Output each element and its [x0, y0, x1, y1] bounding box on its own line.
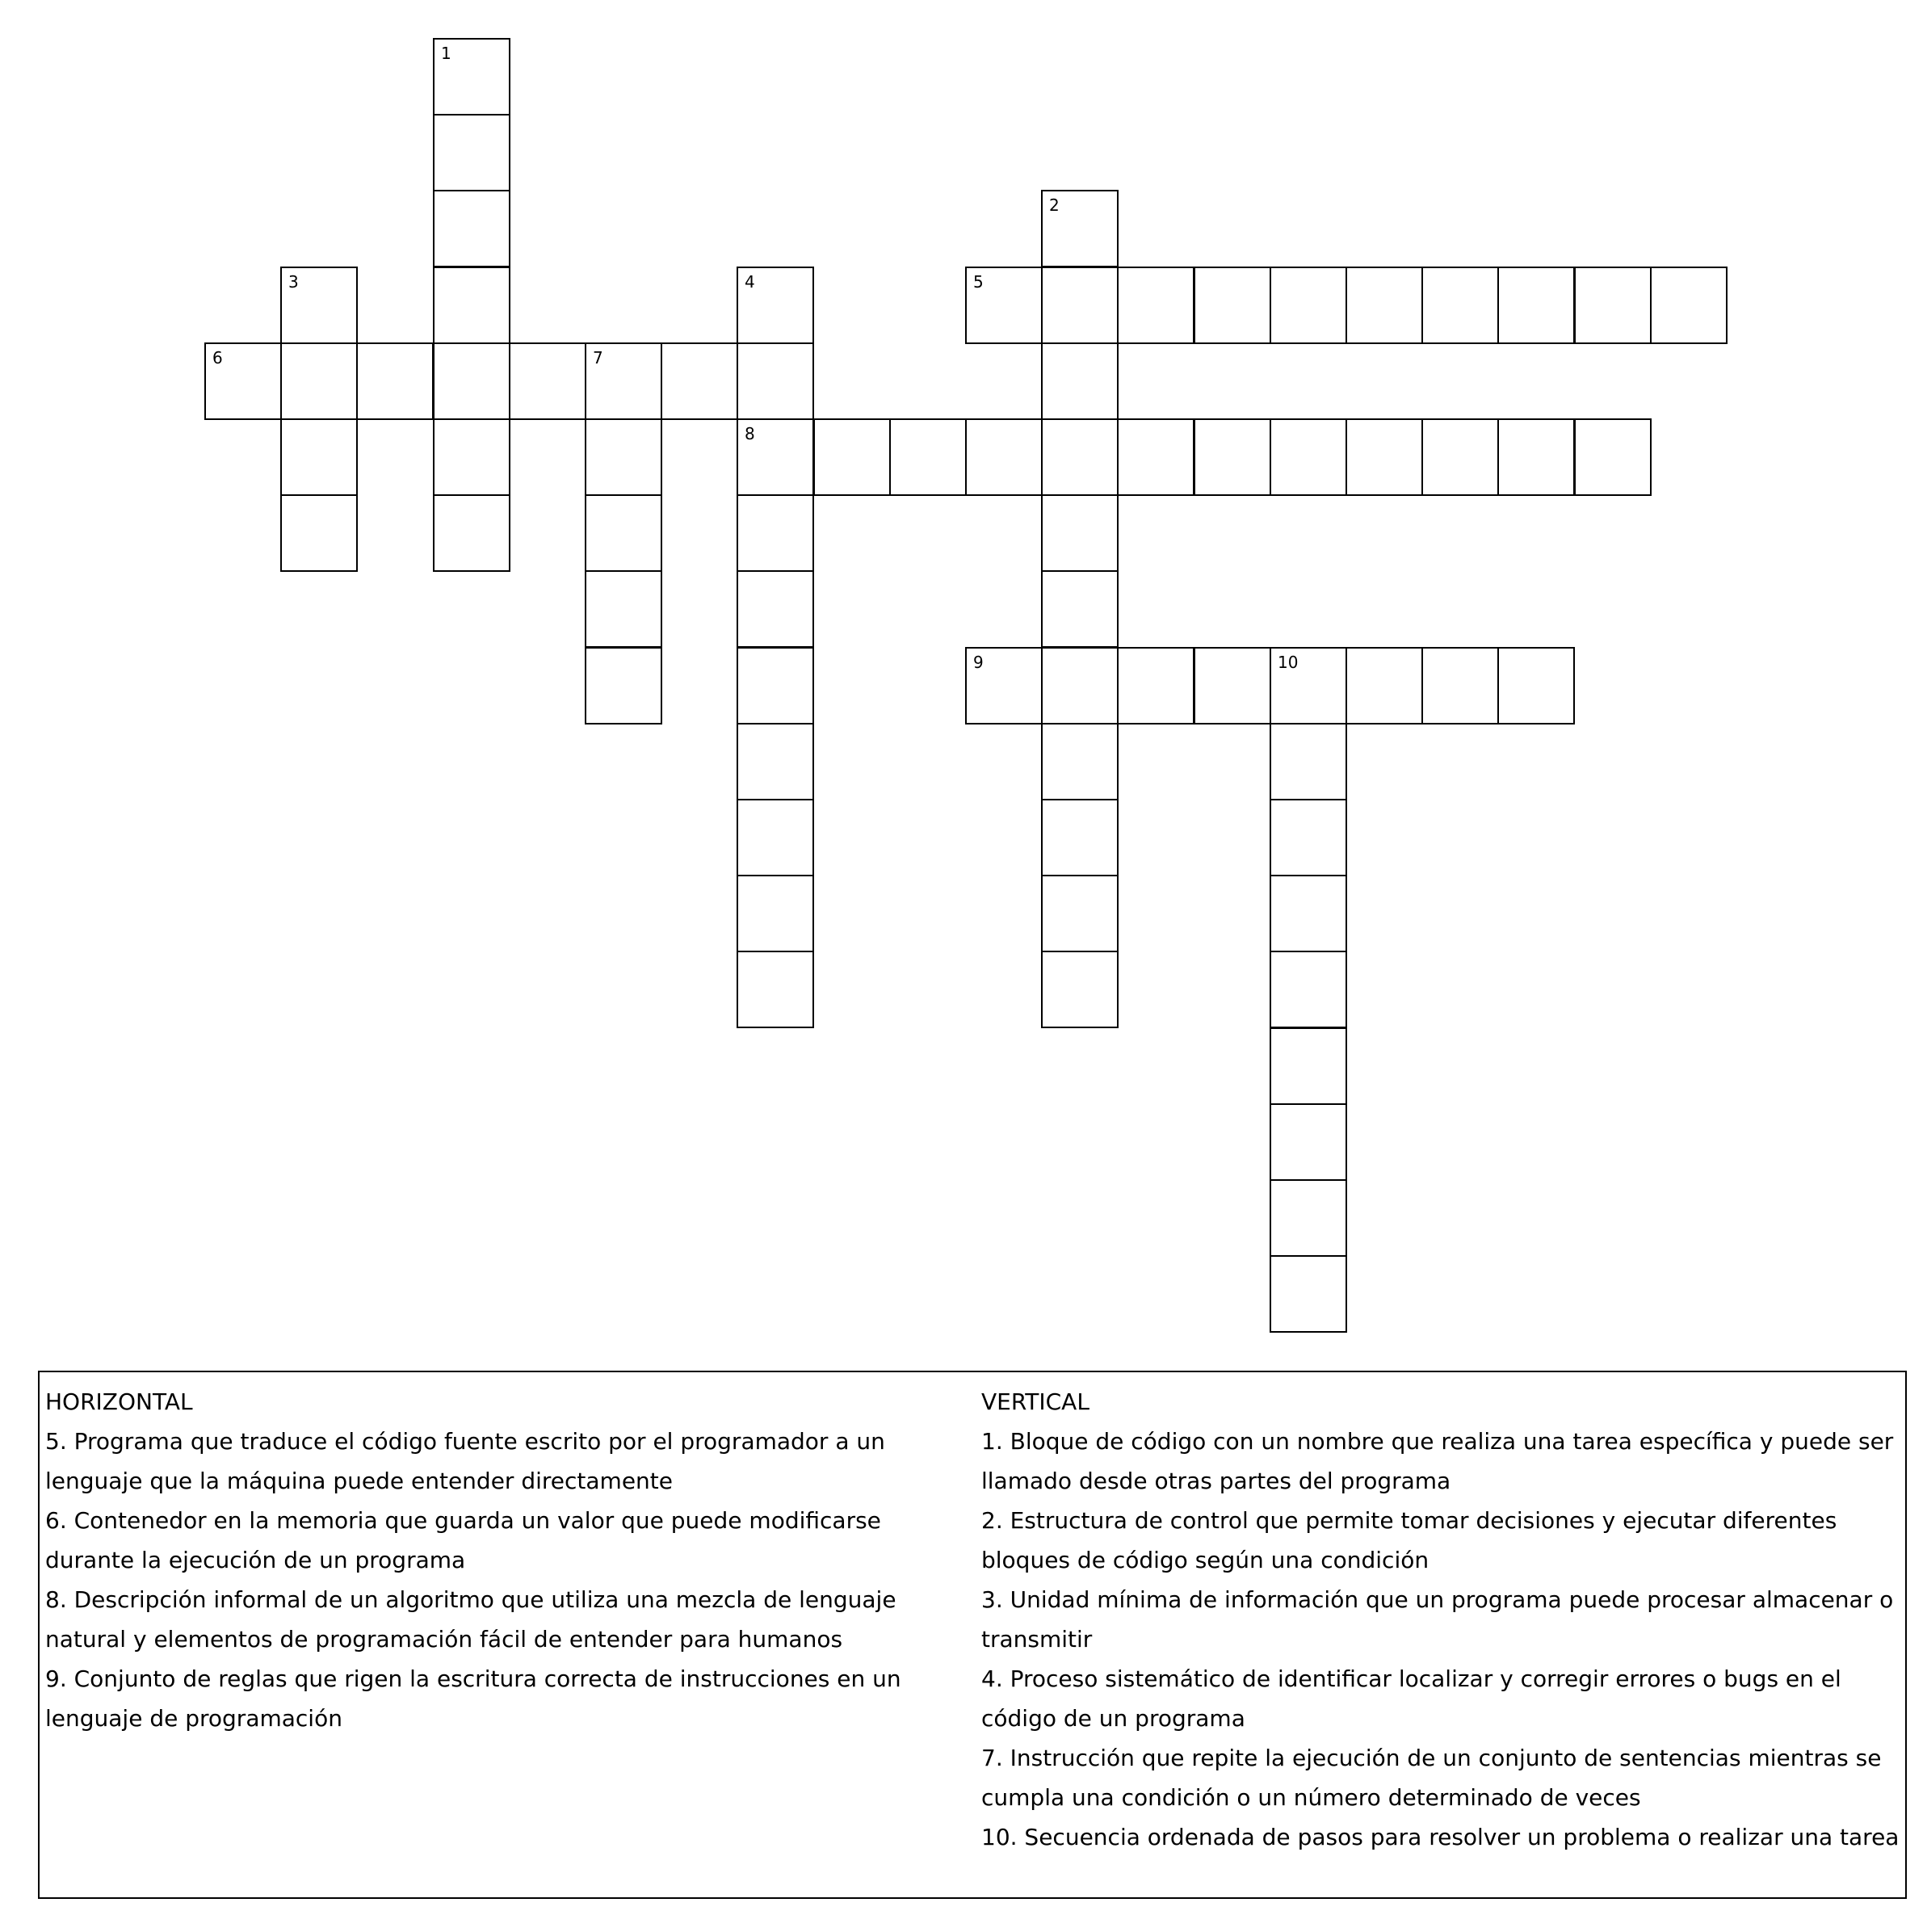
clue-down-2: 2. Estructura de control que permite tomar decisiones y ejecutar diferentes bloques de código según una condición — [981, 1507, 1837, 1573]
grid-cell[interactable] — [1041, 951, 1119, 1028]
grid-cell[interactable] — [1041, 494, 1119, 572]
clue-number: 5 — [973, 272, 984, 292]
grid-cell[interactable] — [1041, 190, 1119, 267]
grid-cell[interactable] — [965, 418, 1043, 496]
clue-number: 3 — [288, 272, 299, 292]
grid-cell[interactable] — [1497, 418, 1575, 496]
grid-cell[interactable] — [585, 570, 662, 648]
clue-across-8: 8. Descripción informal de un algoritmo que utiliza una mezcla de lenguaje natural y elementos de programación fácil de entender para humanos — [45, 1586, 896, 1653]
grid-cell[interactable] — [1421, 267, 1499, 344]
grid-cell[interactable] — [889, 418, 967, 496]
grid-cell[interactable] — [1117, 267, 1194, 344]
grid-cell[interactable] — [737, 875, 814, 952]
grid-cell[interactable] — [585, 494, 662, 572]
clue-down-10: 10. Secuencia ordenada de pasos para resolver un problema o realizar una tarea — [981, 1824, 1900, 1850]
clue-across-9: 9. Conjunto de reglas que rigen la escritura correcta de instrucciones en un lenguaje de programación — [45, 1665, 901, 1732]
clue-number: 7 — [593, 348, 603, 368]
grid-cell[interactable] — [813, 418, 891, 496]
clue-number: 8 — [745, 424, 755, 443]
grid-cell[interactable] — [1194, 418, 1271, 496]
clue-number: 6 — [212, 348, 223, 368]
grid-cell[interactable] — [1270, 723, 1347, 800]
grid-cell[interactable] — [433, 267, 510, 344]
clue-number: 9 — [973, 653, 984, 672]
grid-cell[interactable] — [1041, 342, 1119, 420]
grid-cell[interactable] — [1041, 418, 1119, 496]
grid-cell[interactable] — [204, 342, 282, 420]
grid-cell[interactable] — [280, 267, 358, 344]
across-heading: HORIZONTAL — [45, 1388, 193, 1415]
grid-cell[interactable] — [280, 418, 358, 496]
grid-cell[interactable] — [1041, 267, 1119, 344]
grid-cell[interactable] — [1117, 647, 1194, 724]
grid-cell[interactable] — [1270, 1103, 1347, 1181]
down-heading: VERTICAL — [981, 1388, 1089, 1415]
grid-cell[interactable] — [1041, 799, 1119, 876]
grid-cell[interactable] — [1574, 267, 1652, 344]
grid-cell[interactable] — [737, 570, 814, 648]
grid-cell[interactable] — [433, 418, 510, 496]
clue-down-1: 1. Bloque de código con un nombre que realiza una tarea específica y puede ser llamado desde otras partes del programa — [981, 1428, 1894, 1494]
grid-cell[interactable] — [737, 494, 814, 572]
across-clues — [45, 1382, 974, 1738]
grid-cell[interactable] — [661, 342, 738, 420]
grid-cell[interactable] — [965, 647, 1043, 724]
grid-cell[interactable] — [1650, 267, 1728, 344]
grid-cell[interactable] — [280, 342, 358, 420]
grid-cell[interactable] — [1194, 267, 1271, 344]
grid-cell[interactable] — [1497, 267, 1575, 344]
grid-cell[interactable] — [433, 114, 510, 191]
grid-cell[interactable] — [737, 342, 814, 420]
clue-number: 1 — [441, 44, 451, 63]
grid-cell[interactable] — [356, 342, 434, 420]
grid-cell[interactable] — [585, 418, 662, 496]
clue-down-7: 7. Instrucción que repite la ejecución de un conjunto de sentencias mientras se cumpla una condición o un número determinado de veces — [981, 1745, 1882, 1811]
grid-cell[interactable] — [433, 494, 510, 572]
grid-cell[interactable] — [1270, 951, 1347, 1028]
grid-cell[interactable] — [1270, 1255, 1347, 1333]
clue-number: 2 — [1049, 195, 1060, 215]
clue-number: 4 — [745, 272, 755, 292]
grid-cell[interactable] — [965, 267, 1043, 344]
grid-cell[interactable] — [585, 342, 662, 420]
grid-cell[interactable] — [1270, 799, 1347, 876]
grid-cell[interactable] — [737, 418, 814, 496]
grid-cell[interactable] — [1270, 875, 1347, 952]
grid-cell[interactable] — [1574, 418, 1652, 496]
grid-cell[interactable] — [1497, 647, 1575, 724]
grid-cell[interactable] — [1421, 418, 1499, 496]
grid-cell[interactable] — [1194, 647, 1271, 724]
grid-cell[interactable] — [1270, 1179, 1347, 1257]
grid-cell[interactable] — [737, 951, 814, 1028]
clue-down-3: 3. Unidad mínima de información que un programa puede procesar almacenar o transmitir — [981, 1586, 1894, 1653]
clue-across-6: 6. Contenedor en la memoria que guarda un valor que puede modificarse durante la ejecución de un programa — [45, 1507, 881, 1573]
grid-cell[interactable] — [1270, 267, 1347, 344]
grid-cell[interactable] — [585, 647, 662, 724]
grid-cell[interactable] — [737, 647, 814, 724]
grid-cell[interactable] — [433, 190, 510, 267]
grid-cell[interactable] — [1346, 418, 1423, 496]
grid-cell[interactable] — [1041, 570, 1119, 648]
grid-cell[interactable] — [737, 267, 814, 344]
grid-cell[interactable] — [1346, 647, 1423, 724]
clue-number: 10 — [1278, 653, 1299, 672]
clues-box — [38, 1371, 1907, 1899]
grid-cell[interactable] — [1270, 418, 1347, 496]
grid-cell[interactable] — [737, 799, 814, 876]
down-clues — [981, 1382, 1902, 1857]
grid-cell[interactable] — [1270, 1027, 1347, 1105]
grid-cell[interactable] — [1346, 267, 1423, 344]
grid-cell[interactable] — [509, 342, 586, 420]
grid-cell[interactable] — [1041, 647, 1119, 724]
clue-across-5: 5. Programa que traduce el código fuente escrito por el programador a un lenguaje que la máquina puede entender directamente — [45, 1428, 885, 1494]
grid-cell[interactable] — [433, 342, 510, 420]
grid-cell[interactable] — [1421, 647, 1499, 724]
grid-cell[interactable] — [280, 494, 358, 572]
grid-cell[interactable] — [737, 723, 814, 800]
grid-cell[interactable] — [433, 38, 510, 116]
grid-cell[interactable] — [1041, 875, 1119, 952]
clue-down-4: 4. Proceso sistemático de identificar localizar y corregir errores o bugs en el código de un programa — [981, 1665, 1841, 1732]
grid-cell[interactable] — [1270, 647, 1347, 724]
grid-cell[interactable] — [1117, 418, 1194, 496]
grid-cell[interactable] — [1041, 723, 1119, 800]
